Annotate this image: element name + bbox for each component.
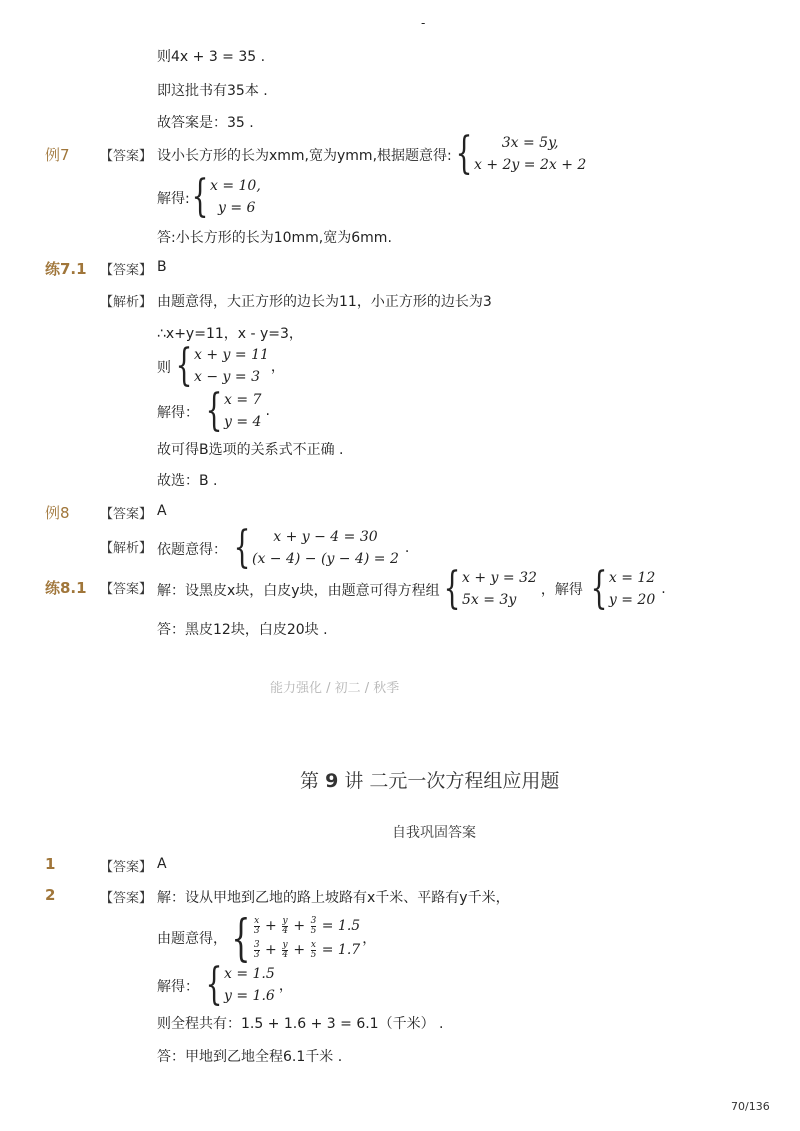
practice-label: 练7.1 (45, 260, 87, 278)
equation: $\frac{x}{3}$ + $\frac{y}{4}$ + $\frac{3}{5}$ = 1.5 (253, 915, 361, 936)
brace-symbol: { (175, 340, 193, 391)
equation: y = 6 (218, 200, 256, 216)
text-line: 解：设黑皮x块，白皮y块，由题意可得方程组 (157, 583, 440, 599)
brace-symbol: { (205, 959, 223, 1010)
equation: x = 12 (608, 570, 656, 586)
solve-label: 解得： (157, 405, 199, 421)
brace-symbol: { (590, 563, 608, 614)
answer-value: A (157, 503, 167, 519)
analysis-tag: 【解析】 (100, 541, 153, 556)
system-lines (253, 914, 360, 962)
example-label: 例7 (45, 146, 70, 164)
text-line: 则全程共有：1.5 + 1.6 + 3 = 6.1（千米） . (157, 1016, 444, 1032)
page-number: 70/136 (731, 1100, 770, 1113)
answer-line: 答：甲地到乙地全程6.1千米 . (157, 1049, 343, 1065)
equation-system (200, 959, 293, 1010)
question-number: 2 (45, 886, 56, 904)
text-line: 设小长方形的长为xmm,宽为ymm,根据题意得: (157, 148, 452, 164)
solve-label: ，解得 (540, 582, 583, 598)
equation-result: = 1.7 (321, 942, 361, 958)
system-lines (194, 344, 269, 388)
brace-symbol: { (443, 563, 461, 614)
title-number: 9 (325, 770, 339, 792)
solve-label: 解得： (157, 979, 199, 995)
header-dash: - (421, 16, 426, 30)
text-line: 故可得B选项的关系式不正确 . (157, 442, 344, 458)
answer-line: 答:小长方形的长为10mm,宽为6mm. (157, 230, 392, 246)
text-line: 依题意得： (157, 542, 227, 558)
system-lines (224, 963, 275, 1007)
text-line: 故答案是：35 . (157, 115, 254, 131)
answer-tag: 【答案】 (100, 891, 153, 906)
equation: x + y − 4 = 30 (273, 529, 378, 545)
answer-tag: 【答案】 (100, 582, 153, 597)
solve-label: 解得: (157, 191, 190, 207)
punctuation: ， (270, 359, 285, 375)
system-lines (210, 175, 261, 219)
equation-system (438, 563, 666, 614)
equation-result: = 1.5 (321, 918, 361, 934)
equation: y = 20 (608, 592, 656, 608)
equation: x − y = 3 (194, 369, 260, 385)
question-number: 1 (45, 855, 56, 873)
text-line: 由题意得，大正方形的边长为11，小正方形的边长为3 (157, 294, 492, 310)
answer-tag: 【答案】 (100, 263, 153, 278)
equation-system (450, 128, 587, 179)
answer-tag: 【答案】 (100, 860, 153, 875)
system-lines (462, 567, 537, 611)
equation: x = 1.5 (224, 966, 275, 982)
then-label: 则 (157, 360, 171, 376)
analysis-tag: 【解析】 (100, 295, 153, 310)
equation-system (225, 909, 377, 967)
brace-symbol: { (191, 171, 209, 222)
brace-symbol: { (205, 385, 223, 436)
answer-tag: 【答案】 (100, 149, 153, 164)
lecture-title (300, 766, 559, 793)
system-lines (609, 567, 655, 611)
equation-system (200, 385, 270, 436)
text-line: 故选：B . (157, 473, 218, 489)
equation: $\frac{3}{3}$ + $\frac{y}{4}$ + $\frac{x}{5}$ = 1.7 (253, 939, 361, 960)
text-line: 解：设从甲地到乙地的路上坡路有x千米、平路有y千米， (157, 890, 510, 906)
punctuation: ， (278, 978, 293, 994)
brace-symbol: { (233, 522, 251, 573)
equation: y = 4 (224, 414, 262, 430)
equation-line: 则4x + 3 = 35 . (157, 49, 266, 65)
equation: (x − 4) − (y − 4) = 2 (252, 551, 399, 567)
equation: y = 1.6 (224, 988, 275, 1004)
equation-system (228, 522, 410, 573)
equation: x + y = 11 (194, 347, 269, 363)
equation: x + 2y = 2x + 2 (474, 157, 587, 173)
section-subtitle: 自我巩固答案 (392, 825, 476, 841)
title-prefix: 第 (300, 770, 320, 792)
by-label: 由题意得， (157, 931, 227, 947)
system-lines (224, 389, 261, 433)
practice-label: 练8.1 (45, 579, 87, 597)
text-line: ∴x+y=11，x - y=3， (157, 326, 303, 342)
page-footer: 能力强化 / 初二 / 秋季 (270, 681, 400, 696)
punctuation: . (265, 403, 270, 419)
brace-symbol: { (231, 909, 251, 967)
example-label: 例8 (45, 504, 70, 522)
system-lines (474, 132, 586, 176)
system-lines (252, 526, 399, 570)
punctuation: . (404, 540, 410, 556)
answer-value: B (157, 259, 167, 275)
equation: x + y = 32 (462, 570, 537, 586)
text-line: 即这批书有35本 . (157, 83, 268, 99)
answer-tag: 【答案】 (100, 507, 153, 522)
brace-symbol: { (455, 128, 473, 179)
answer-line: 答：黑皮12块，白皮20块 . (157, 622, 328, 638)
equation-system (186, 171, 261, 222)
equation: x = 7 (224, 392, 262, 408)
title-text: 讲 二元一次方程组应用题 (344, 770, 560, 792)
punctuation: . (661, 581, 666, 597)
punctuation: ， (362, 931, 377, 947)
equation-system (170, 340, 285, 391)
answer-value: A (157, 856, 167, 872)
equation: x = 10, (210, 178, 261, 194)
equation: 3x = 5y, (501, 135, 559, 151)
equation: 5x = 3y (462, 592, 517, 608)
